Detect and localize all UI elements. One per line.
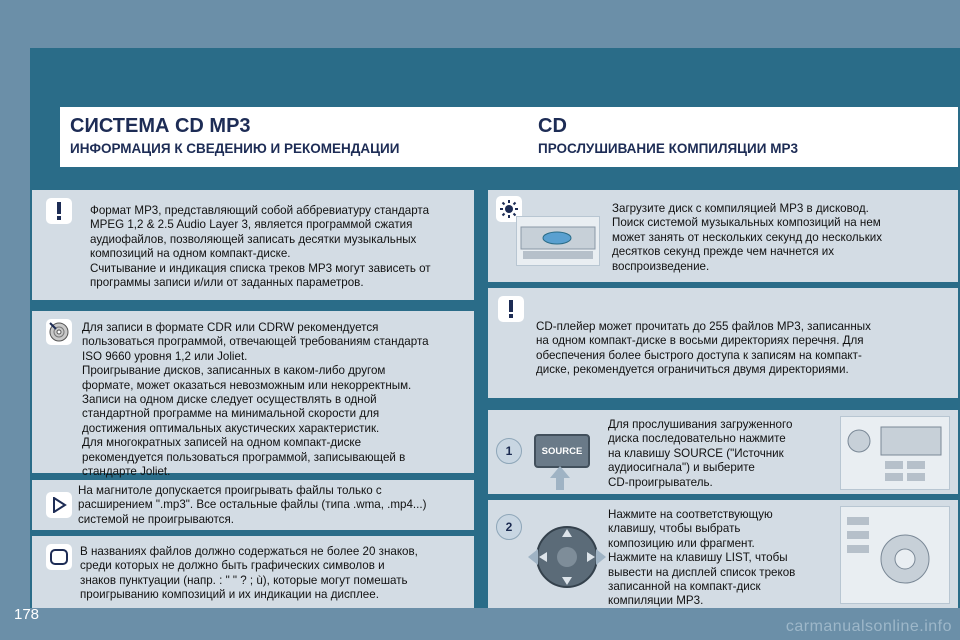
info-text: На магнитоле допускается проигрывать файлы только с расширением ".mp3". Все остальные файлы (типа .wma, .mp4...) системой не проигрываются. <box>78 484 427 526</box>
info-box-file-extensions <box>32 480 474 530</box>
page-content <box>30 90 960 610</box>
step-number-badge: 2 <box>496 514 522 540</box>
play-icon <box>46 492 72 518</box>
left-header-title: СИСТЕМА CD MP3 <box>70 115 251 137</box>
info-text: Загрузите диск с компиляцией MP3 в дисковод. Поиск системой музыкальных композиций на нем может занять от нескольких секунд до нескольких десятков секунд прежде чем начнется их воспроизведение. <box>612 202 883 273</box>
info-text: Формат MP3, представляющий собой аббревиатуру стандарта MPEG 1,2 & 2.5 Audio Layer 3, является программой сжатия аудиофайлов, позволяющей записать десятки музыкальных композиций на одном компакт-диске. Считывание и индикация списка треков MP3 могут зависеть от программы записи и/или от заданных параметров. <box>90 204 431 290</box>
arrow-up-icon <box>550 466 570 495</box>
info-text: Для записи в формате CDR или CDRW рекомендуется пользоваться программой, отвечающей требованиям стандарта ISO 9660 уровня 1,2 или Joliet. Проигрывание дисков, записанных в каком-либо другом формате, может оказаться невозможным или некорректным. Записи на одном диске следует осуществлять в одной стандартной программе на минимальной скорости для достижения оптимальных акустических характеристик. Для многократных записей на одном компакт-диске рекомендуется пользоваться программой, записывающей в стандарте Joliet. <box>82 321 429 479</box>
source-button <box>534 434 590 468</box>
info-box-file-limits <box>488 288 958 398</box>
info-box-mp3-format <box>32 190 474 300</box>
right-header-title: CD <box>538 115 567 137</box>
info-text: В названиях файлов должно содержаться не более 20 знаков, среди которых не должно быть графических символов и знаков пунктуации (напр. : " " ? ; ù), которые могут помешать проигрыванию композиций и их индикации на дисплее. <box>80 545 418 602</box>
info-text: Для прослушивания загруженного диска последовательно нажмите на клавишу SOURCE ("Источник аудиосигнала") и выберите CD-проигрыватель. <box>608 418 793 489</box>
left-header-subtitle: ИНФОРМАЦИЯ К СВЕДЕНИЮ И РЕКОМЕНДАЦИИ <box>70 141 400 156</box>
step-number-badge: 1 <box>496 438 522 464</box>
left-header <box>60 107 500 167</box>
disc-icon <box>46 319 72 345</box>
right-header <box>488 107 958 167</box>
radio-controls-illustration <box>840 506 950 604</box>
exclamation-icon <box>46 198 72 224</box>
radio-panel-illustration <box>840 416 950 490</box>
page-number: 178 <box>14 606 40 623</box>
right-header-subtitle: ПРОСЛУШИВАНИЕ КОМПИЛЯЦИИ MP3 <box>538 141 798 156</box>
step-box-2 <box>488 500 958 608</box>
info-box-cdr-recording <box>32 311 474 479</box>
info-box-load-disc <box>488 190 958 282</box>
source-button-label: SOURCE <box>541 445 583 457</box>
info-box-file-names <box>32 536 474 608</box>
navigation-pad-icon <box>528 518 606 601</box>
info-text: Нажмите на соответствующую клавишу, чтобы выбрать композицию или фрагмент. Нажмите на клавишу LIST, чтобы вывести на дисплей список треков записанной на компакт-диск компиляции MP3. <box>608 508 796 608</box>
rounded-square-icon <box>46 544 72 570</box>
watermark: carmanualsonline.info <box>785 618 952 635</box>
step-box-1 <box>488 410 958 494</box>
radio-unit-illustration <box>516 216 600 266</box>
exclamation-icon <box>498 296 524 322</box>
info-text: CD-плейер может прочитать до 255 файлов MP3, записанных на одном компакт-диске в восьми директориях перечня. Для обеспечения более быстрого доступа к записям на компакт- диске, рекомендуется ограничиться двумя директориями. <box>536 320 871 377</box>
